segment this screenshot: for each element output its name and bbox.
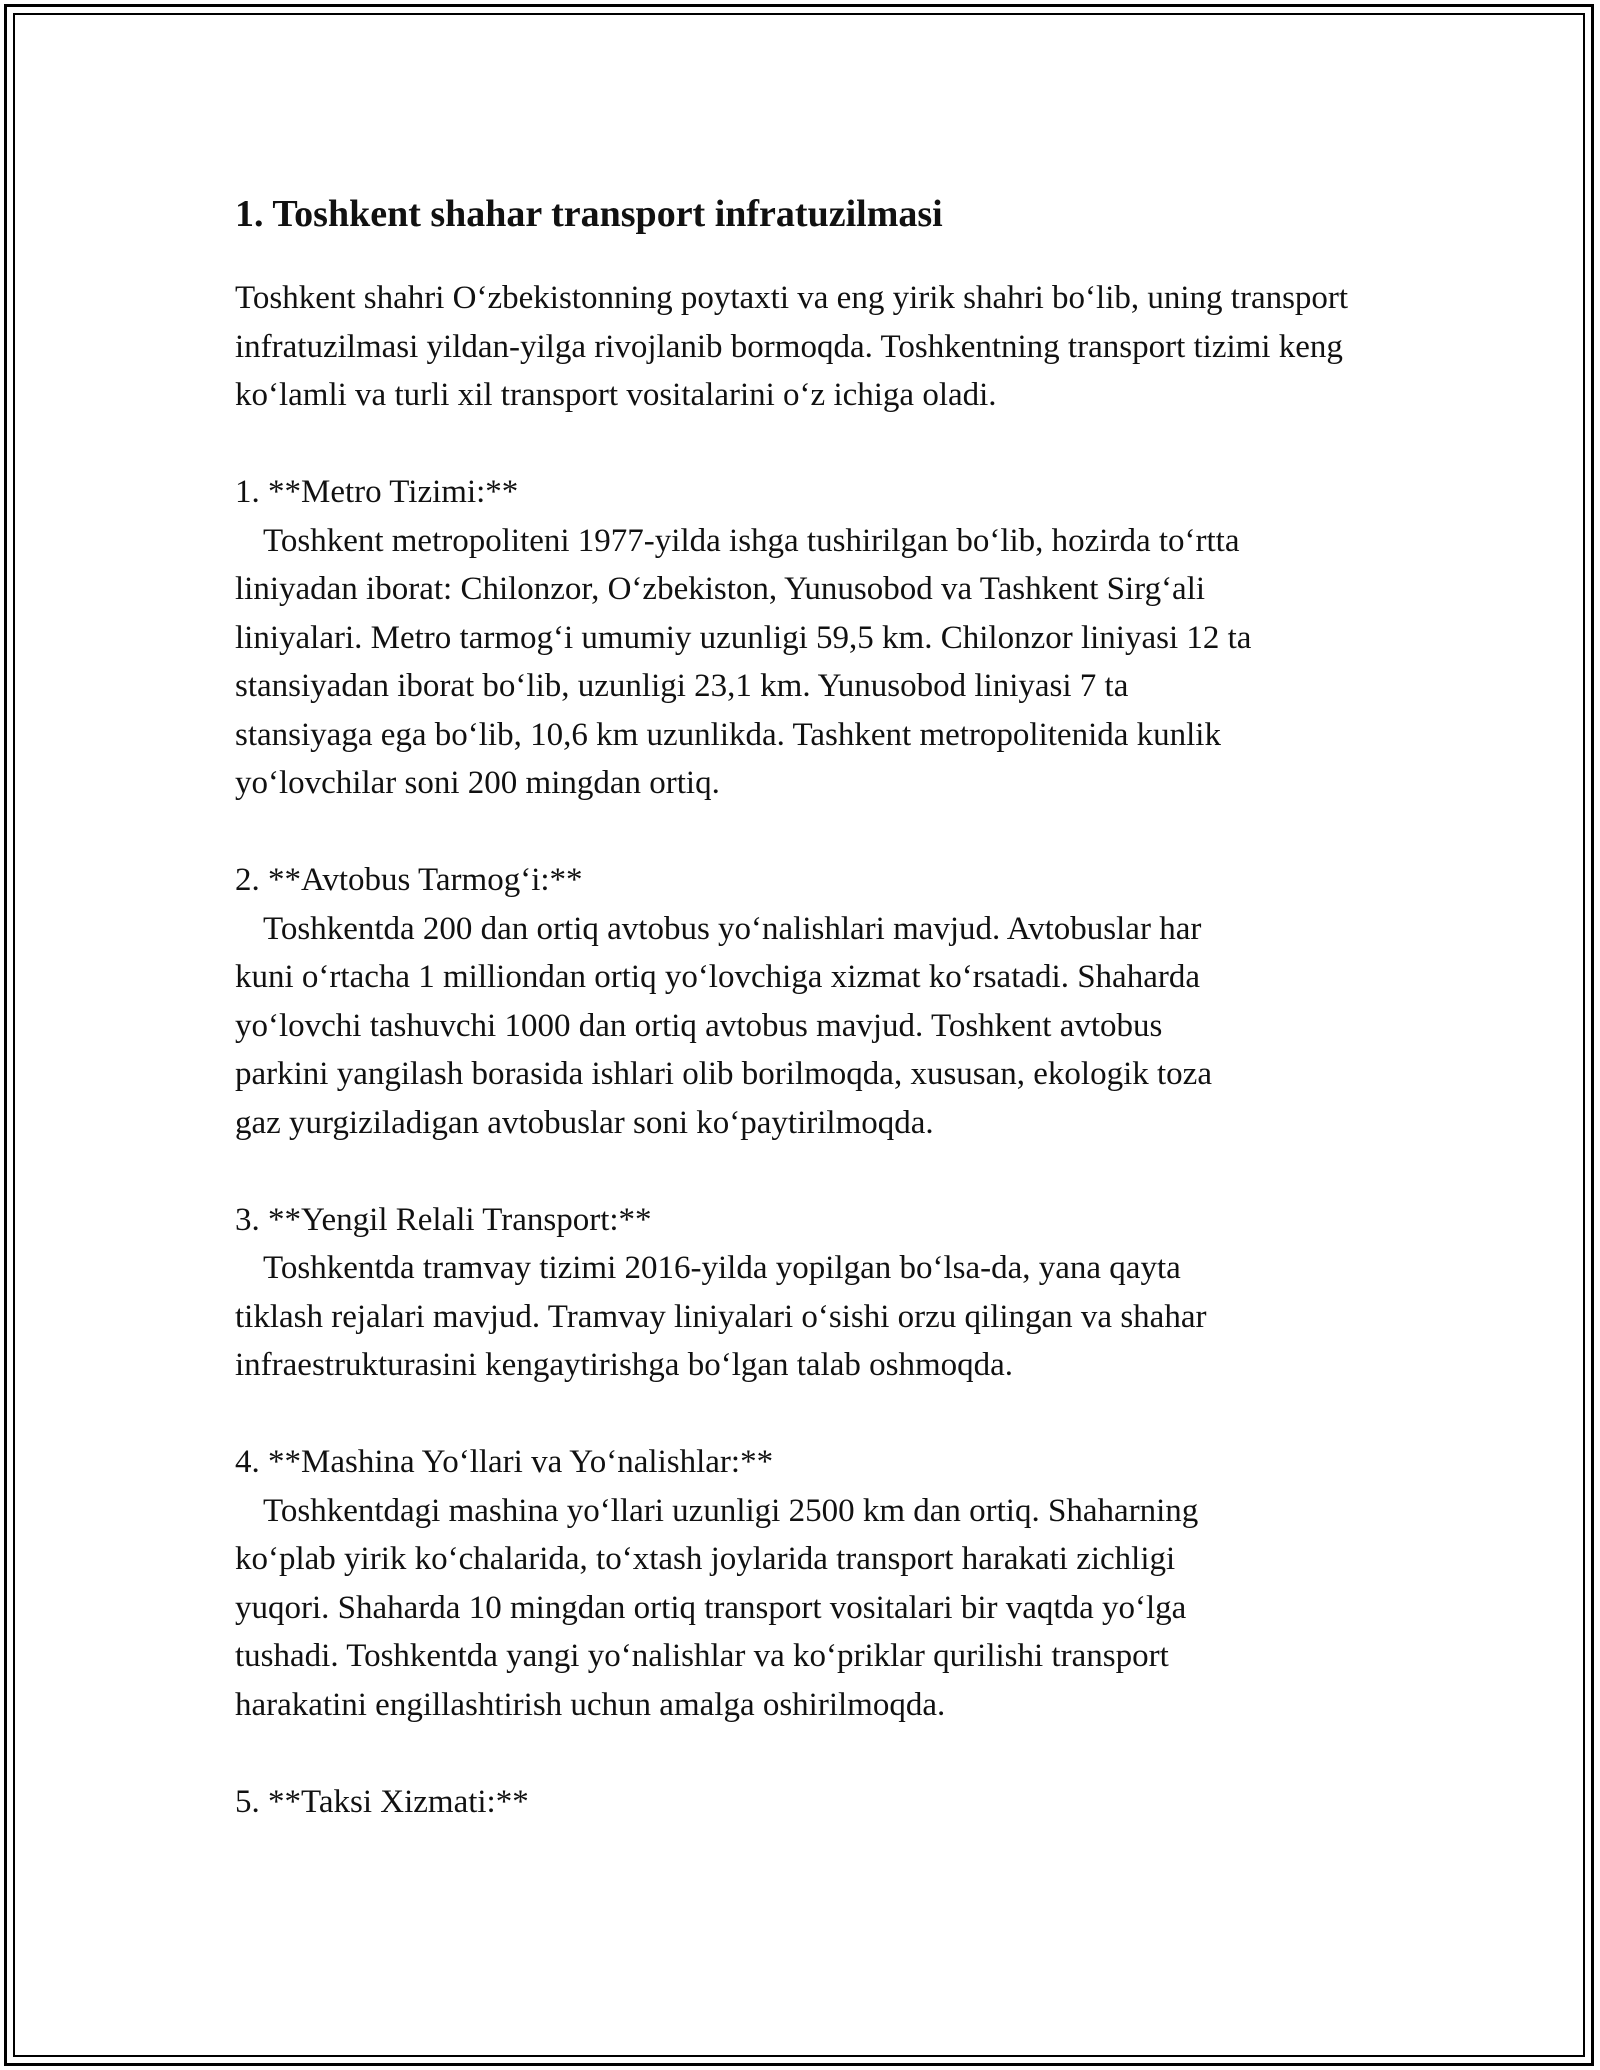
paragraph-spacer bbox=[235, 808, 1375, 857]
document-body bbox=[235, 188, 1375, 1826]
section-heading: 1. **Metro Tizimi:** bbox=[235, 474, 519, 510]
section-line: tiklash rejalari mavjud. Tramvay liniyalari o‘sishi orzu qilingan va shahar bbox=[235, 1298, 1207, 1335]
section-line: parkini yangilash borasida ishlari olib borilmoqda, xususan, ekologik toza bbox=[235, 1056, 1212, 1092]
section-line: ko‘plab yirik ko‘chalarida, to‘xtash joylarida transport harakati zichligi bbox=[235, 1541, 1176, 1577]
section-line: stansiyaga ega bo‘lib, 10,6 km uzunlikda. Tashkent metropolitenida kunlik bbox=[235, 716, 1221, 753]
document-title: 1. Toshkent shahar transport infratuzilmasi bbox=[235, 193, 943, 235]
section-line: yuqori. Shaharda 10 mingdan ortiq transport vositalari bir vaqtda yo‘lga bbox=[235, 1589, 1187, 1626]
section-line: liniyadan iborat: Chilonzor, O‘zbekiston, Yunusobod va Tashkent Sirg‘ali bbox=[235, 571, 1206, 607]
paragraph-spacer bbox=[235, 420, 1375, 469]
section-line: harakatini engillashtirish uchun amalga oshirilmoqda. bbox=[235, 1686, 946, 1723]
section-line: Toshkent metropoliteni 1977-yilda ishga tushirilgan bo‘lib, hozirda to‘rtta bbox=[263, 522, 1240, 559]
section-heading: 3. **Yengil Relali Transport:** bbox=[235, 1201, 652, 1238]
section-line: yo‘lovchi tashuvchi 1000 dan ortiq avtobus mavjud. Toshkent avtobus bbox=[235, 1007, 1163, 1044]
section-roads bbox=[235, 1438, 1375, 1729]
intro-paragraph: Toshkent shahri O‘zbekistonning poytaxti va eng yirik shahri bo‘lib, uning transport infratuzilmasi yildan-yilga rivojlanib bormoqda. Toshkentning transport tizimi keng ko‘lamli va turli xil transport vositalarini o‘z ichiga oladi. bbox=[235, 280, 1349, 413]
section-line: yo‘lovchilar soni 200 mingdan ortiq. bbox=[235, 765, 720, 801]
section-metro bbox=[235, 468, 1375, 808]
section-line: liniyalari. Metro tarmog‘i umumiy uzunligi 59,5 km. Chilonzor liniyasi 12 ta bbox=[235, 619, 1252, 656]
section-heading: 4. **Mashina Yo‘llari va Yo‘nalishlar:** bbox=[235, 1444, 774, 1480]
section-line: Toshkentdagi mashina yo‘llari uzunligi 2500 km dan ortiq. Shaharning bbox=[263, 1492, 1199, 1529]
section-line: tushadi. Toshkentda yangi yo‘nalishlar va ko‘priklar qurilishi transport bbox=[235, 1638, 1169, 1674]
section-bus bbox=[235, 856, 1375, 1147]
section-heading: 5. **Taksi Xizmati:** bbox=[235, 1783, 529, 1820]
section-line: Toshkentda 200 dan ortiq avtobus yo‘nalishlari mavjud. Avtobuslar har bbox=[263, 910, 1202, 947]
section-line: gaz yurgiziladigan avtobuslar soni ko‘paytirilmoqda. bbox=[235, 1104, 934, 1141]
section-line: infraestrukturasini kengaytirishga bo‘lgan talab oshmoqda. bbox=[235, 1347, 1014, 1383]
paragraph-spacer bbox=[235, 1729, 1375, 1778]
paragraph-spacer bbox=[235, 1390, 1375, 1439]
section-light-rail bbox=[235, 1196, 1375, 1390]
section-line: stansiyadan iborat bo‘lib, uzunligi 23,1 km. Yunusobod liniyasi 7 ta bbox=[235, 668, 1129, 704]
section-taxi bbox=[235, 1778, 1375, 1827]
section-heading: 2. **Avtobus Tarmog‘i:** bbox=[235, 862, 583, 898]
paragraph-spacer bbox=[235, 1147, 1375, 1196]
section-line: kuni o‘rtacha 1 milliondan ortiq yo‘lovchiga xizmat ko‘rsatadi. Shaharda bbox=[235, 959, 1200, 995]
section-line: Toshkentda tramvay tizimi 2016-yilda yopilgan bo‘lsa-da, yana qayta bbox=[263, 1250, 1181, 1286]
